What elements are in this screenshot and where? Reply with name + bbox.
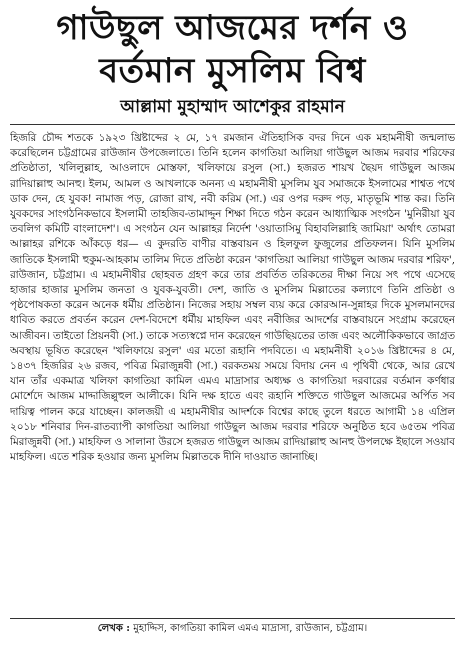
divider xyxy=(10,124,455,125)
footer-label: লেখক : xyxy=(97,623,130,634)
article-headline xyxy=(10,6,455,92)
headline-line-2: বর্তমান মুসলিম বিশ্ব xyxy=(99,51,366,91)
author-byline: আল্লামা মুহাম্মাদ আশেকুর রাহমান xyxy=(120,97,345,117)
article-body: হিজরি চৌদ্দ শতকে ১৯২৩ খ্রিষ্টাব্দের ২ মে, ১৭ রমজান ঐতিহাসিক বদর দিনে এক মহামনীষী জন্মলাভ করেছিলেন চট্টগ্রামের রাউজান উপজেলাতে। তিনি হলেন কাগতিয়া আলিয়া গাউছুল আজম দরবার শরিফের প্রতিষ্ঠাতা, খলিলুল্লাহ, আওলাদে মোস্তফা, খলিফায়ে রসুল (সা.) হজরত শায়খ ছৈয়দ গাউছুল আজম রাদিয়াল্লাহু আনহু। ইলম, আমল ও আখলাকে অনন্য এ মহামনীষী মুসলিম যুব সমাজকে ইসলামের শাশ্বত পথে ডাক দেন, হে যুবক! নামাজ পড়, রোজা রাখ, নবী করিম (সা.) এর ওপর দরুদ পড়, মাতৃভূমি শান্ত কর। তিনি যুবকদের সাংগঠনিকভাবে ইসলামী তাহজিব-তামাদ্দুন শিক্ষা দিতে গঠন করেন আধ্যাত্মিক সংগঠন 'মুনিরীয়া যুব তবলিগ কমিটি বাংলাদেশ'। এ সংগঠন যেন আল্লাহর নির্দেশ 'ওয়াতাসিমু বিহাবলিল্লাহি জামিয়া' অর্থাৎ তোমরা আল্লাহর রশিকে আঁকড়ে ধর— এ কুদরতি বাণীর বাস্তবায়ন ও হিলফুল ফুজুলের প্রতিফলন। যিনি মুসলিম জাতিকে ইসলামী হুকুম-আহকাম তালিম দিতে প্রতিষ্ঠা করেন 'কাগতিয়া আলিয়া গাউছুল আজম দরবার শরিফ', রাউজান, চট্টগ্রাম। এ মহামনীষীর ছোহবত গ্রহণ করে তার প্রবর্তিত তরিকতের দীক্ষা নিয়ে সৎ পথে এসেছে হাজার হাজার মুসলিম জনতা ও যুবক-যুবতী। দেশ, জাতি ও মুসলিম মিল্লাতের কল্যাণে তিনি প্রতিষ্ঠা ও পৃষ্ঠপোষকতা করেন অনেক ধর্মীয় প্রতিষ্ঠান। নিজের সহায় সম্বল ব্যয় করে কোরআন-সুন্নাহর দিকে মুসলমানদের ধাবিত করতে প্রবর্তন করেন দেশ-বিদেশে ধর্মীয় মাহফিল এবং নবীজির আদর্শের বাস্তবায়নে সংগ্রাম করেছেন আজীবন। তাইতো প্রিয়নবী (সা.) তাকে সত্যস্বপ্নে দান করেছেন গাউছিয়তের তাজ এবং অলৌকিকভাবে জাগ্রত অবস্থায় ভূষিত করেছেন 'খলিফায়ে রসুল' এর মতো রূহানি পদবিতে। এ মহামনীষী ২০১৬ খ্রিষ্টাব্দের ৪ মে, ১৪৩৭ হিজরির ২৬ রজব, পবিত্র মিরাজুন্নবী (সা.) বরকতময় সময়ে বিদায় নেন এ পৃথিবী থেকে, আর রেখে যান তাঁর একমাত্র খলিফা কাগতিয়া কামিল এমএ মাদ্রাসার অধ্যক্ষ ও কাগতিয়া দরবারের বর্তমান কর্ণধার মোর্শেদে আজম মাদ্দাজিল্লুহুল আলীকে। যিনি দক্ষ হাতে এবং রূহানি শক্তিতে গাউছুল আজমের অর্পিত সব দায়িত্ব পালন করে যাচ্ছেন। কালজয়ী এ মহামনীষীর আদর্শকে বিশ্বের কাছে তুলে ধরতে আগামী ১৪ এপ্রিল ২০১৮ শনিবার দিন-রাতব্যাপী কাগতিয়া আলিয়া গাউছুল আজম দরবার শরিফে অনুষ্ঠিত হবে ৬৫তম পবিত্র মিরাজুন্নবী (সা.) মাহফিল ও সালানা উরসে হজরত গাউছুল আজম রাদিয়াল্লাহু আনহু উপলক্ষে ইছালে সওয়াব মাহফিল। এতে শরিক হওয়ার জন্য মুসলিম মিল্লাতকে দীনি দাওয়াত জানাচ্ছি। xyxy=(10,132,455,464)
author-footer xyxy=(10,618,455,636)
footer-text: মুহাদ্দিস, কাগতিয়া কামিল এমএ মাদ্রাসা, রাউজান, চট্টগ্রাম। xyxy=(133,623,368,634)
headline-line-1: গাউছুল আজমের দর্শন ও xyxy=(56,8,409,48)
